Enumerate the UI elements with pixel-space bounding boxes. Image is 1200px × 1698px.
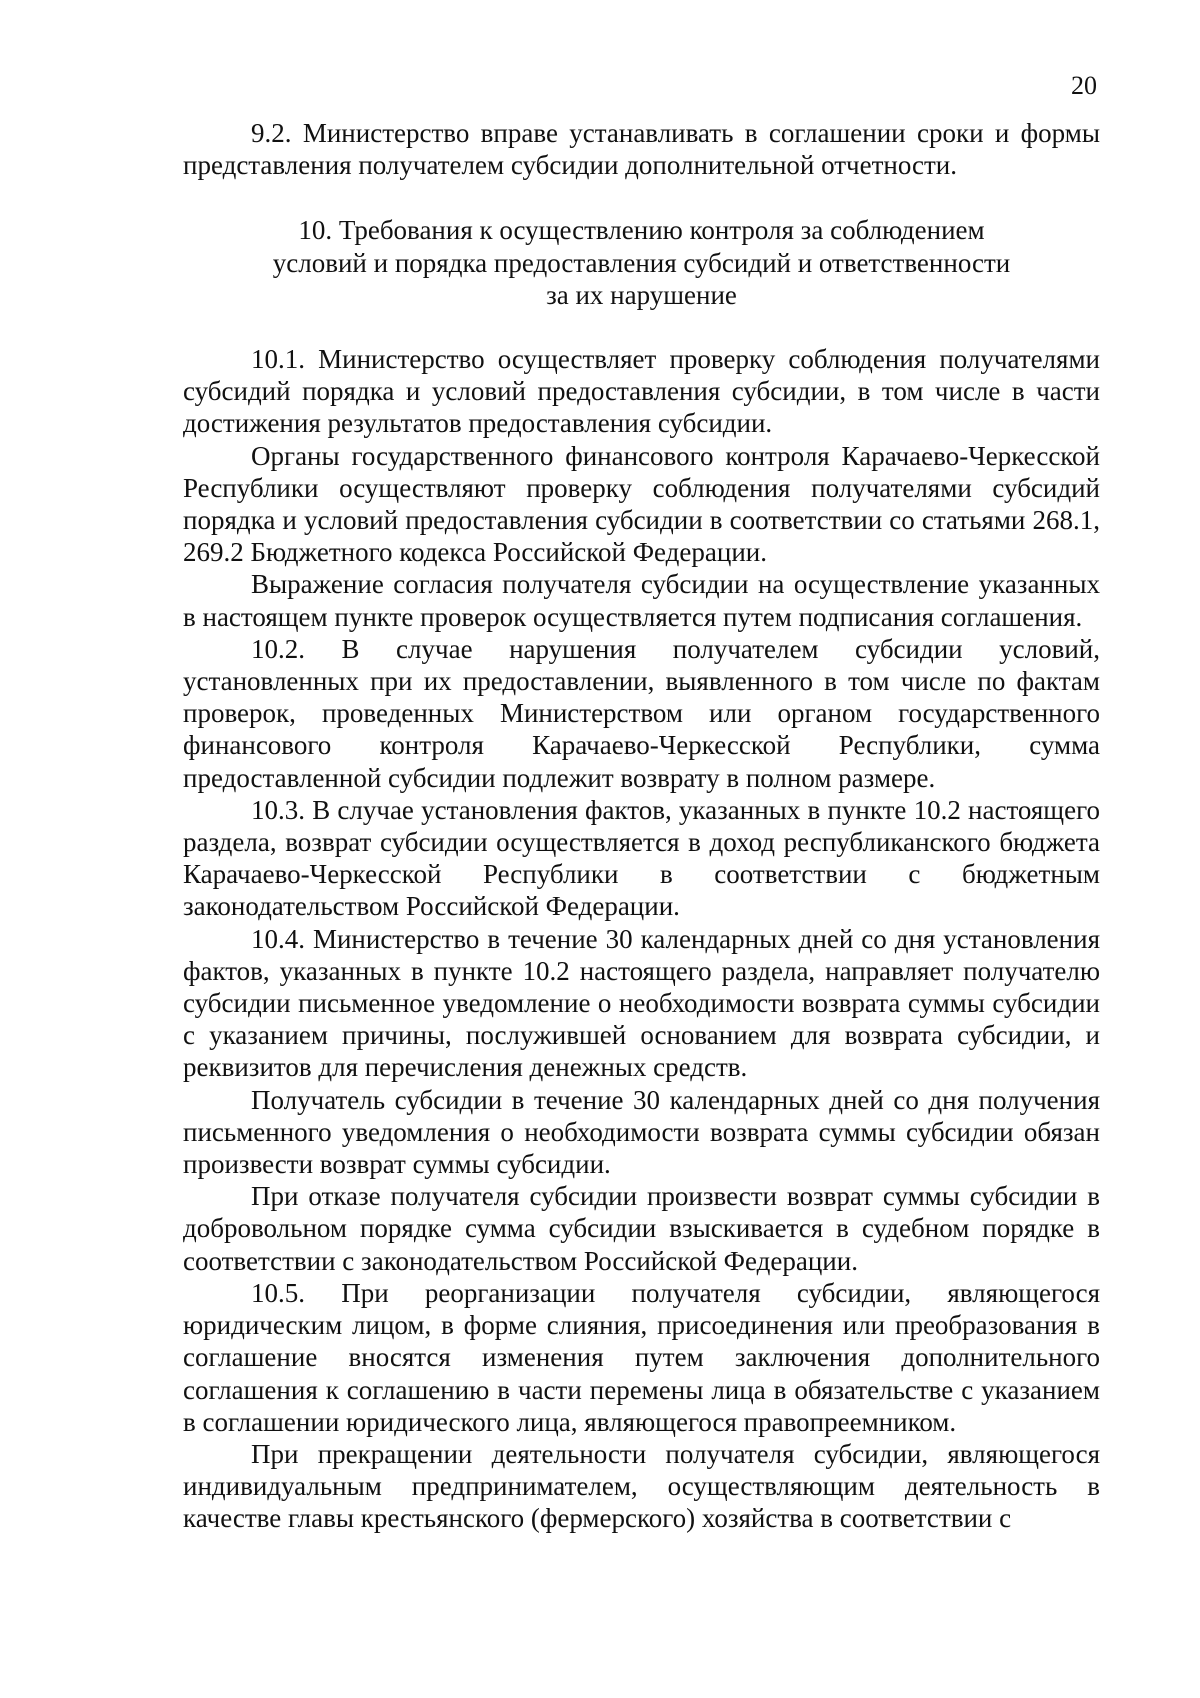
section-heading-line-1: 10. Требования к осуществлению контроля за соблюдением — [298, 215, 985, 245]
section-body — [183, 343, 1100, 1535]
paragraph: Получатель субсидии в течение 30 календарных дней со дня получения письменного уведомления о необходимости возврата суммы субсидии обязан произвести возврат суммы субсидии. — [183, 1084, 1100, 1180]
section-heading-line-2: условий и порядка предоставления субсидий и ответственности — [272, 247, 1011, 278]
section-heading-line-3: за их нарушение — [546, 280, 737, 310]
paragraph: 10.1. Министерство осуществляет проверку соблюдения получателями субсидий порядка и условий предоставления субсидии, в том числе в части достижения результатов предоставления субсидии. — [183, 344, 1100, 439]
paragraph: Органы государственного финансового контроля Карачаево-Черкесской Республики осуществляют проверку соблюдения получателями субсидий порядка и условий предоставления субсидии в соответствии со статьями 268.1, 269.2 Бюджетного кодекса Российской Федерации. — [183, 440, 1100, 568]
paragraph: При отказе получателя субсидии произвести возврат суммы субсидии в добровольном порядке сумма субсидии взыскивается в судебном порядке в соответствии с законодательством Российской Федерации. — [183, 1181, 1100, 1276]
paragraph: Выражение согласия получателя субсидии на осуществление указанных в настоящем пункте проверок осуществляется путем подписания соглашения. — [183, 569, 1100, 632]
section-heading — [183, 214, 1100, 312]
paragraph: 10.2. В случае нарушения получателем субсидии условий, установленных при их предоставлении, выявленного в том числе по фактам проверок, проведенных Министерством или органом государственного финансового контроля Карачаево-Черкесской Республики, сумма предоставленной субсидии подлежит возврату в полном размере. — [183, 633, 1100, 793]
paragraph: 10.3. В случае установления фактов, указанных в пункте 10.2 настоящего раздела, возврат субсидии осуществляется в доход республиканского бюджета Карачаево-Черкесской Республики в соответствии с бюджетным законодательством Российской Федерации. — [183, 794, 1100, 922]
paragraph: При прекращении деятельности получателя субсидии, являющегося индивидуальным предпринимателем, осуществляющим деятельность в качестве главы крестьянского (фермерского) хозяйства в соответствии с — [183, 1438, 1100, 1534]
paragraph: 10.4. Министерство в течение 30 календарных дней со дня установления фактов, указанных в пункте 10.2 настоящего раздела, направляет получателю субсидии письменное уведомление о необходимости возврата суммы субсидии с указанием причины, послужившей основанием для возврата субсидии, и реквизитов для перечисления денежных средств. — [183, 923, 1100, 1083]
paragraph-9-2: 9.2. Министерство вправе устанавливать в соглашении сроки и формы представления получателем субсидии дополнительной отчетности. — [183, 118, 1100, 181]
page-number: 20 — [1071, 71, 1097, 100]
paragraph: 10.5. При реорганизации получателя субсидии, являющегося юридическим лицом, в форме слияния, присоединения или преобразования в соглашение вносятся изменения путем заключения дополнительного соглашения к соглашению в части перемены лица в обязательстве с указанием в соглашении юридического лица, являющегося правопреемником. — [183, 1277, 1100, 1437]
intro-block — [183, 117, 1100, 181]
